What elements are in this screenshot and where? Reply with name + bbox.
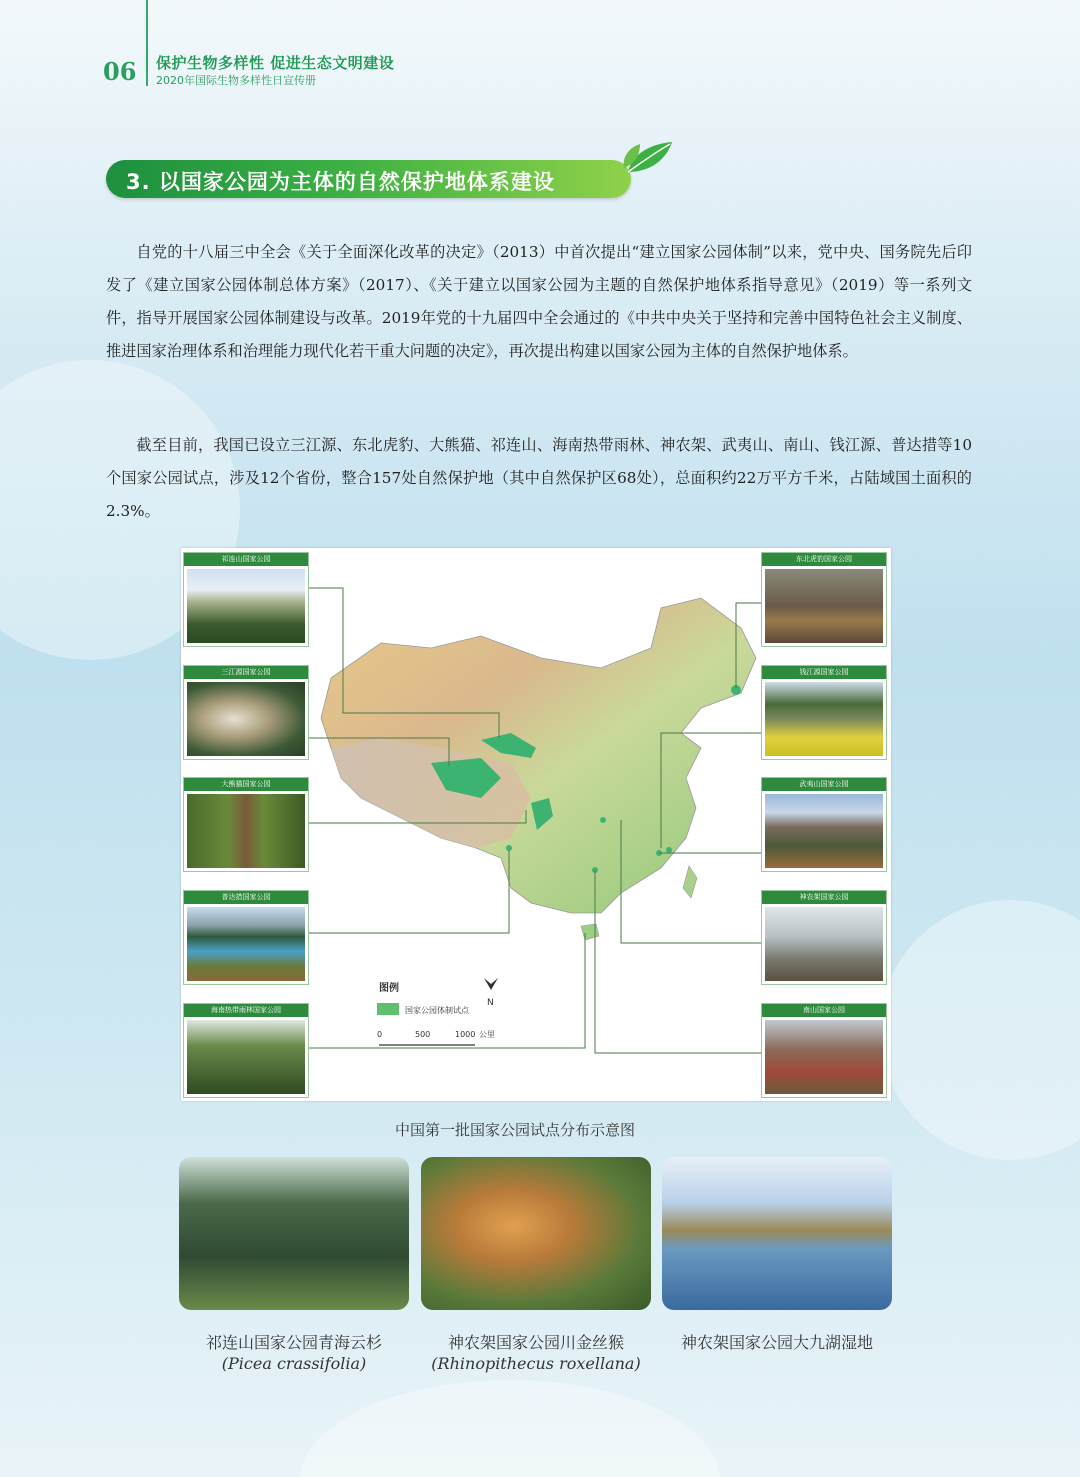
north-label: N bbox=[487, 998, 494, 1008]
park-qianjiangyuan bbox=[666, 847, 672, 853]
photo-river-delta bbox=[187, 682, 305, 756]
thumb-nescat bbox=[761, 552, 887, 647]
photo-caption-wetland: 神农架国家公园大九湖湿地 bbox=[680, 1333, 873, 1352]
thumb-label: 祁连山国家公园 bbox=[184, 553, 308, 566]
photo-caption-spruce: 祁连山国家公园青海云杉 bbox=[205, 1333, 382, 1352]
thumb-wuyishan bbox=[761, 777, 887, 872]
scale-label-1000: 1000 bbox=[455, 1030, 476, 1039]
header-divider bbox=[146, 0, 148, 86]
photo-wetland bbox=[662, 1157, 892, 1310]
header-subtitle: 2020年国际生物多样性日宣传册 bbox=[156, 74, 316, 87]
thumb-label: 神农架国家公园 bbox=[762, 891, 886, 904]
legend-item: 国家公园体制试点 bbox=[405, 1006, 469, 1015]
photo-caption-monkey: 神农架国家公园川金丝猴 bbox=[447, 1333, 624, 1352]
thumb-pudacuo bbox=[183, 890, 309, 985]
photo-spruce-forest bbox=[179, 1157, 409, 1310]
photo-wuyi-mountains bbox=[765, 794, 883, 868]
thumb-label: 南山国家公园 bbox=[762, 1004, 886, 1017]
leaf-icon bbox=[620, 138, 676, 180]
thumb-label: 钱江源国家公园 bbox=[762, 666, 886, 679]
photo-alpine-lake bbox=[187, 907, 305, 981]
thumb-nanshan bbox=[761, 1003, 887, 1098]
body-paragraph: 自党的十八届三中全会《关于全面深化改革的决定》（2013）中首次提出“建立国家公园体制”以来，党中央、国务院先后印发了《建立国家公园体制总体方案》（2017）、《关于建立以国家公园为主题的自然保护地体系指导意见》（2019）等一系列文件，指导开展国家公园体制建设与改革。2019年党的十九届四中全会通过的《中共中央关于坚持和完善中国特色社会主义制度、推进国家治理体系和治理能力现代化若干重大问题的决定》，再次提出构建以国家公园为主体的自然保护地体系。 bbox=[106, 243, 972, 360]
map-caption: 中国第一批国家公园试点分布示意图 bbox=[394, 1121, 635, 1139]
photo-panda-tree bbox=[187, 794, 305, 868]
background-bokeh bbox=[300, 1380, 720, 1477]
thumb-qianjiangyuan bbox=[761, 665, 887, 760]
body-paragraph: 截至目前，我国已设立三江源、东北虎豹、大熊猫、祁连山、海南热带雨林、神农架、武夷山、南山、钱江源、普达措等10个国家公园试点，涉及12个省份，整合157处自然保护地（其中自然保护区68处），总面积约22万平方千米，占陆域国土面积的2.3%。 bbox=[106, 436, 972, 520]
photo-mountain-meadow bbox=[187, 569, 305, 643]
photo-rapeseed-village bbox=[765, 682, 883, 756]
north-arrow-icon bbox=[484, 978, 498, 990]
thumb-shennongjia bbox=[761, 890, 887, 985]
photo-rainforest bbox=[187, 1020, 305, 1094]
thumb-label: 普达措国家公园 bbox=[184, 891, 308, 904]
thumb-giant-panda bbox=[183, 777, 309, 872]
park-shennongjia bbox=[600, 817, 606, 823]
thumb-hainan bbox=[183, 1003, 309, 1098]
photo-golden-monkey bbox=[421, 1157, 651, 1310]
hainan-island bbox=[581, 924, 599, 940]
photo-misty-valley bbox=[765, 907, 883, 981]
scale-label-0: 0 bbox=[377, 1030, 383, 1039]
thumb-label: 武夷山国家公园 bbox=[762, 778, 886, 791]
photo-latin-monkey: (Rhinopithecus roxellana) bbox=[431, 1354, 641, 1373]
taiwan-island bbox=[683, 866, 697, 898]
page-number: 06 bbox=[103, 57, 137, 86]
photo-leopard bbox=[765, 569, 883, 643]
thumb-label: 大熊猫国家公园 bbox=[184, 778, 308, 791]
legend-swatch bbox=[377, 1003, 399, 1015]
national-park-map bbox=[181, 548, 891, 1101]
header-title: 保护生物多样性 促进生态文明建设 bbox=[156, 54, 395, 72]
scale-unit: 公里 bbox=[479, 1030, 495, 1039]
thumb-label: 东北虎豹国家公园 bbox=[762, 553, 886, 566]
thumb-qilianshan bbox=[183, 552, 309, 647]
photo-latin-spruce: (Picea crassifolia) bbox=[221, 1354, 367, 1373]
scale-label-500: 500 bbox=[415, 1030, 431, 1039]
thumb-label: 海南热带雨林国家公园 bbox=[184, 1004, 308, 1017]
thumb-label: 三江源国家公园 bbox=[184, 666, 308, 679]
legend-title: 图例 bbox=[379, 983, 399, 994]
thumb-sanjiangyuan bbox=[183, 665, 309, 760]
section-title: 3. 以国家公园为主体的自然保护地体系建设 bbox=[126, 170, 555, 194]
photo-autumn-forest bbox=[765, 1020, 883, 1094]
